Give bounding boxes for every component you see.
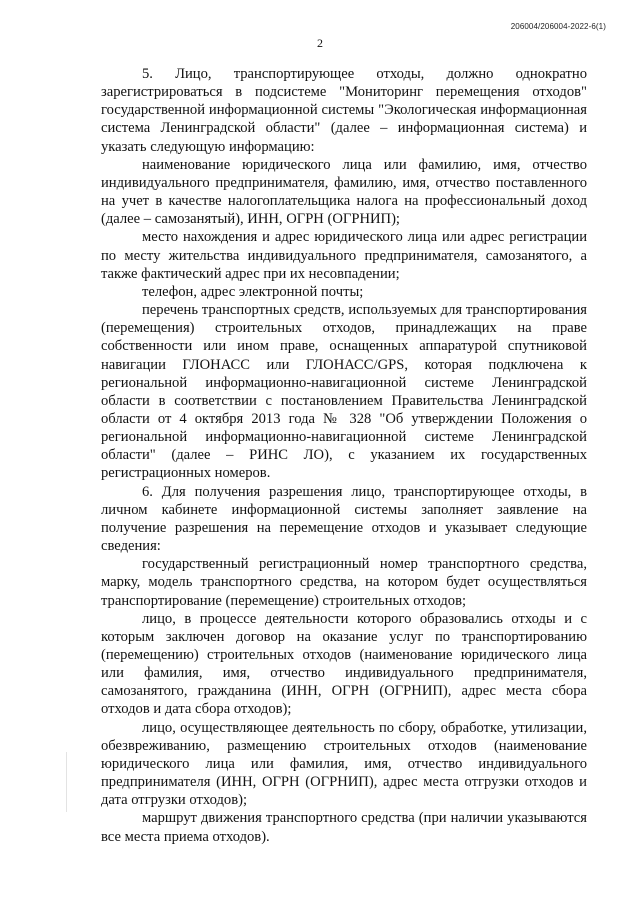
page-number: 2 [317,36,323,50]
paragraph-contact-item: телефон, адрес электронной почты; [142,283,364,300]
paragraph-clause-6: 6. Для получения разрешения лицо, транспортирующее отходы, в личном кабинете информационной системы заполняет заявление на получение разрешения на перемещение отходов и указывает следующие сведения: [101,483,587,555]
paragraph-address-item: место нахождения и адрес юридического лица или адрес регистрации по месту жительства индивидуального предпринимателя, самозанятого, а также фактический адрес при их несовпадении; [101,229,587,282]
paragraph-vehicles-item: перечень транспортных средств, используемых для транспортирования (перемещения) строительных отходов, принадлежащих на праве собственности или ином праве, оснащенных аппаратурой спутниковой навигации ГЛОНАСС или ГЛОНАСС/GPS, которая подключена к региональной информационно-навигационной системе Ленинградской области в соответствии с постановлением Правительства Ленинградской области от 4 октября 2013 года № 328 "Об утверждении Положения о региональной информационно-навигационной системе Ленинградской области" (далее – РИНС ЛО), с указанием их государственных регистрационных номеров. [101,302,587,482]
paragraph-clause-5: 5. Лицо, транспортирующее отходы, должно однократно зарегистрироваться в подсистеме "Мониторинг перемещения отходов" государственной информационной системы "Экологическая информационная система Ленинградской области" (далее – информационная система) и указать следующую информацию: [101,66,587,155]
paragraph-route-item: маршрут движения транспортного средства (при наличии указываются все места приема отходов). [101,810,587,845]
document-body [101,65,587,846]
paragraph-waste-receiver-item: лицо, осуществляющее деятельность по сбору, обработке, утилизации, обезвреживанию, размещению строительных отходов (наименование юридического лица или фамилия, имя, отчество индивидуального предпринимателя (ИНН, ОГРН (ОГРНИП), адрес места отгрузки отходов и дата отгрузки отходов); [101,719,587,809]
paragraph-waste-producer-item: лицо, в процессе деятельности которого образовались отходы и с которым заключен договор на оказание услуг по транспортированию (перемещению) строительных отходов (наименование юридического лица или фамилия, имя, отчество индивидуального предпринимателя, самозанятого, гражданина (ИНН, ОГРН (ОГРНИП), адрес места сбора отходов и дата сбора отходов); [101,610,587,718]
paragraph-vehicle-number-item: государственный регистрационный номер транспортного средства, марку, модель транспортного средства, на котором будет осуществляться транспортирование (перемещение) строительных отходов; [101,556,587,609]
document-id: 206004/206004-2022-6(1) [510,22,606,31]
scan-margin-mark [66,752,67,812]
paragraph-name-item: наименование юридического лица или фамилию, имя, отчество индивидуального предпринимателя, фамилию, имя, отчество поставленного на учет в качестве налогоплательщика налога на профессиональный доход (далее – самозанятый), ИНН, ОГРН (ОГРНИП); [101,156,587,228]
